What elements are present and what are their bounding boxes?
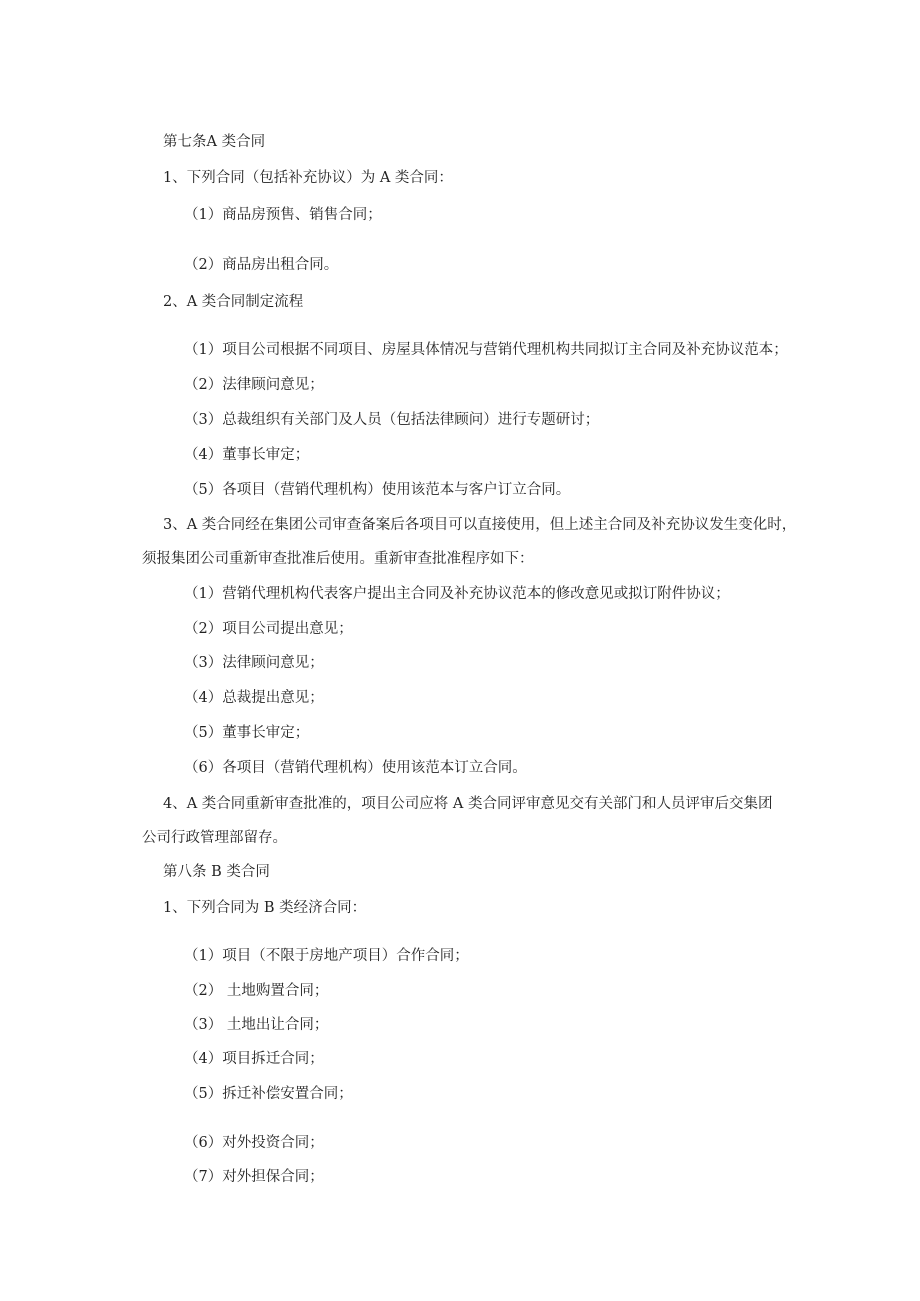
article7-s1-title: 1、下列合同（包括补充协议）为 A 类合同： [163,170,453,186]
list-item: （2） 土地购置合同； [184,983,329,999]
list-item: （1）商品房预售、销售合同； [184,207,382,223]
article7-s4-line2: 公司行政管理部留存。 [142,830,287,846]
list-item: （1）项目（不限于房地产项目）合作合同； [184,948,469,964]
list-item: （4）项目拆迁合同； [184,1051,324,1067]
list-item: （6）对外投资合同； [184,1135,324,1151]
list-item: （4）总裁提出意见； [184,690,324,706]
article7-s3-line2: 须报集团公司重新审查批准后使用。重新审查批准程序如下： [142,551,534,567]
article7-title: 第七条A 类合同 [163,134,266,150]
list-item: （2）项目公司提出意见； [184,621,353,637]
list-item: （1）项目公司根据不同项目、房屋具体情况与营销代理机构共同拟订主合同及补充协议范本； [184,342,788,358]
list-item: （5）各项目（营销代理机构）使用该范本与客户订立合同。 [184,482,571,498]
article7-s3-line1: 3、A 类合同经在集团公司审查备案后各项目可以直接使用，但上述主合同及补充协议发生变化时， [163,517,797,533]
article7-s2-title: 2、A 类合同制定流程 [163,294,304,310]
list-item: （5）董事长审定； [184,725,310,741]
list-item: （1）营销代理机构代表客户提出主合同及补充协议范本的修改意见或拟订附件协议； [184,586,730,602]
article8-title: 第八条 B 类合同 [163,864,270,880]
article8-s1-title: 1、下列合同为 B 类经济合同： [163,900,367,916]
list-item: （6）各项目（营销代理机构）使用该范本订立合同。 [184,760,527,776]
list-item: （2）法律顾问意见； [184,377,324,393]
list-item: （7）对外担保合同； [184,1169,324,1185]
list-item: （4）董事长审定； [184,447,310,463]
list-item: （5）拆迁补偿安置合同； [184,1086,353,1102]
list-item: （3）总裁组织有关部门及人员（包括法律顾问）进行专题研讨； [184,412,600,428]
list-item: （2）商品房出租合同。 [184,257,339,273]
article7-s4-line1: 4、A 类合同重新审查批准的，项目公司应将 A 类合同评审意见交有关部门和人员评审后交集团 [163,796,773,812]
list-item: （3）法律顾问意见； [184,655,324,671]
list-item: （3） 土地出让合同； [184,1017,329,1033]
